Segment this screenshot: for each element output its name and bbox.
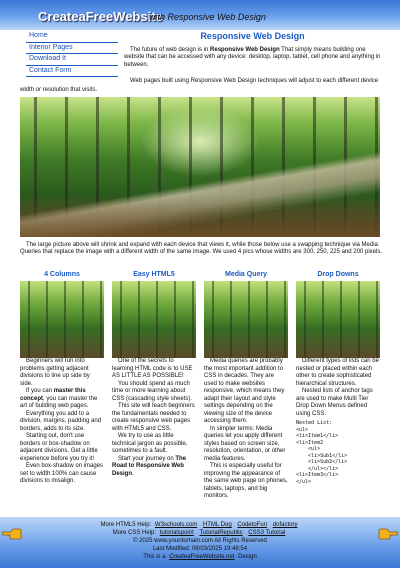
column-text: This site will teach beginners the fundamentals needed to create responsive web pages with HTML5 and CSS. xyxy=(112,403,195,432)
footer-css-help xyxy=(0,529,400,537)
column-text-part: . xyxy=(132,470,134,477)
column-text: You should spend as much time or more learning about CSS (cascading style sheets). xyxy=(112,380,193,402)
footer-link-codetofun[interactable]: CodetoFun xyxy=(237,522,268,528)
footer-copyright: © 2025 www.yourdomain.com All Rights Reserved xyxy=(133,538,267,544)
column-forest-image xyxy=(112,281,196,358)
footer-link-w3schools[interactable]: W3schools.com xyxy=(154,522,198,528)
column-forest-image xyxy=(204,281,288,358)
hero-forest-image xyxy=(20,97,380,237)
footer-credit-text: Design xyxy=(236,554,257,560)
column-text: In simpler terms: Media queries let you apply different styles based on screen size, resolution, orientation, or other media features. xyxy=(204,425,286,462)
column-text: Media queries are probably the most important addition to CSS in decades. They are used to make websites responsive, which means they adapt their layout and style settings depending on the viewing size of the device accessing them. xyxy=(204,358,285,424)
intro-bold: Responsive Web Design xyxy=(210,47,280,53)
footer-link-createafreewebsite[interactable]: CreateaFreeWebsite.net xyxy=(169,554,235,560)
column-text-bold: master this concept xyxy=(20,388,86,402)
nav-contact-form[interactable]: Contact Form xyxy=(29,66,72,74)
nav-home[interactable]: Home xyxy=(26,31,118,43)
column-text-bold: The Road to Responsive Web Design xyxy=(112,455,187,477)
nested-list-code: Nested List: <ul> <li>Item1</li> <li>Item2 <ul> <li>Sub1</li> <li>Sub2</li> </ul></li> <li>Item3</li> </ul> xyxy=(296,420,348,485)
column-title: Drop Downs xyxy=(317,271,359,278)
column-title: Easy HTML5 xyxy=(133,271,175,278)
column-text: We try to use as little technical jargon as possible, sometimes to a fault. xyxy=(112,433,188,454)
column-forest-image xyxy=(20,281,104,358)
footer-link-tutorialspoint[interactable]: tutorialspoint xyxy=(159,530,194,536)
intro-text-rest: That simply means building one website that can be accessed with any device: desktop, laptop, tablet, cell phone and anything in between. xyxy=(124,47,381,68)
footer-html5-help xyxy=(0,521,400,529)
column-text: One of the secrets to learning HTML code is to USE AS LITTLE AS POSSIBLE! xyxy=(112,358,193,379)
column-text: Nested lists of anchor tags are used to make Multi Tier Drop Down Menus defined using CSS. xyxy=(296,388,373,417)
intro-paragraph xyxy=(124,47,382,69)
site-brand[interactable]: CreateaFreeWebsite xyxy=(38,9,163,24)
column-easy-html5 xyxy=(112,271,196,478)
column-text: Even box-shadow on images set to width:100% can cause divisions to misalign. xyxy=(20,463,104,484)
column-forest-image xyxy=(296,281,380,358)
footer-link-tutorialrepublic[interactable]: TutorialRepublic xyxy=(199,530,243,536)
column-title: Media Query xyxy=(224,271,267,278)
column-text xyxy=(112,456,196,479)
column-text: This is especially useful for improving the appearance of the same web page on phones, tablets, laptops, and big monitors. xyxy=(204,463,288,499)
footer-link-css3-tutorial[interactable]: CSS3 Tutorial xyxy=(248,530,286,536)
column-text-part: Start your journey on xyxy=(118,455,176,462)
pointing-hand-left-icon[interactable] xyxy=(2,526,22,540)
footer-label: More CSS Help: xyxy=(112,530,157,536)
site-header xyxy=(0,0,400,30)
column-title: 4 Columns xyxy=(44,271,80,278)
column-text: Everything you add to a division, margins, padding and borders, adds to its size. xyxy=(20,410,102,432)
column-text: Starting out, don't use borders or box-shadow on adjacent divisions. Get a little experience before you try it! xyxy=(20,433,98,462)
footer-link-dofactory[interactable]: dofactory xyxy=(272,522,298,528)
hero-leaves xyxy=(20,197,380,237)
side-nav xyxy=(26,31,118,77)
column-text-part: If you can xyxy=(26,388,54,394)
column-drop-downs xyxy=(296,271,380,485)
page-title: Responsive Web Design xyxy=(200,31,305,41)
column-text: Beginners will run into problems getting adjacent divisions to line up side by side. xyxy=(20,358,90,387)
column-text-part: , you can master the art of building web pages. xyxy=(20,395,98,409)
footer-credit xyxy=(0,553,400,561)
site-tagline: with Responsive Web Design xyxy=(149,12,266,22)
adjust-paragraph: Web pages built using Responsive Web Design techniques will adjust to each different device width or resolution that visits. xyxy=(20,78,379,93)
footer-link-htmldog[interactable]: HTML Dog xyxy=(202,522,232,528)
pointing-hand-right-icon[interactable] xyxy=(378,526,398,540)
image-caption: The large picture above will shrink and expand with each device that views it, while those below use a swapping technique via Media Queries that replace the image with a different width of the same image. We used 4 pics whose widths are 300, 250, 225 and 200 pixels. xyxy=(20,242,382,256)
footer-label: More HTML5 Help: xyxy=(100,522,152,528)
column-text xyxy=(20,388,104,411)
nav-interior-pages[interactable]: Interior Pages xyxy=(26,43,118,55)
footer-last-modified: Last Modified: 06/03/2025 19:48:54 xyxy=(152,546,248,552)
site-footer xyxy=(0,517,400,568)
column-4-columns xyxy=(20,271,104,486)
column-text: Different types of lists can be nested or placed within each other to create sophisticated hierarchical structures. xyxy=(296,358,379,387)
intro-text: The future of web design is in xyxy=(130,47,211,53)
nav-download-it[interactable]: Download It xyxy=(26,54,118,66)
footer-credit-text: This is a xyxy=(143,554,168,560)
column-media-query xyxy=(204,271,288,501)
